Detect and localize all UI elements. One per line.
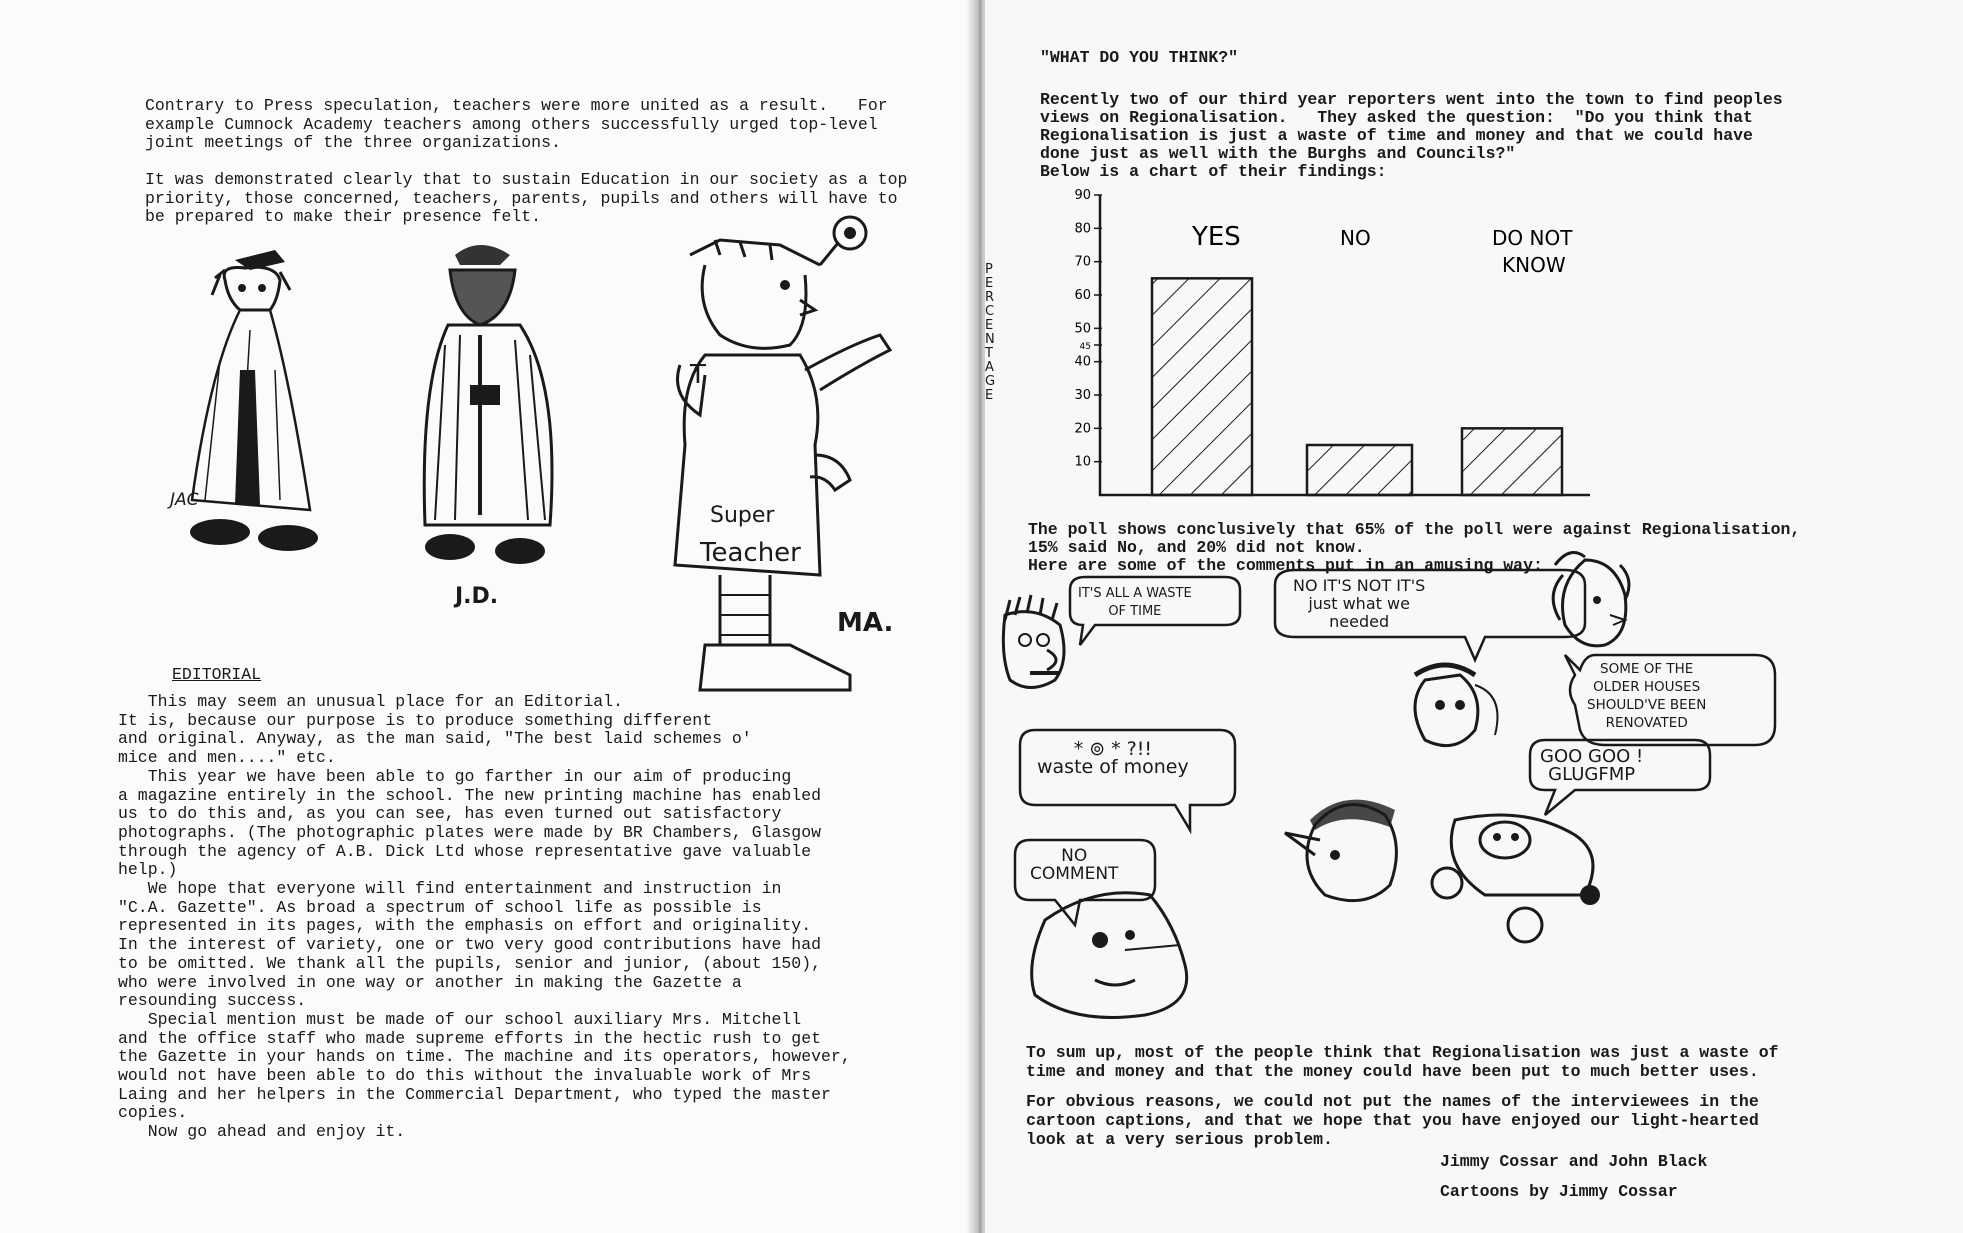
right-page xyxy=(985,0,1963,1233)
editorial-line: resounding success. xyxy=(118,991,307,1011)
editorial-line: Special mention must be made of our school auxiliary Mrs. Mitchell xyxy=(118,1009,802,1029)
face-6 xyxy=(1032,893,1187,1018)
intro2-line: It was demonstrated clearly that to sustain Education in our society as a top xyxy=(145,170,908,189)
y-tick-label: 80 xyxy=(1074,221,1091,237)
y-tick-label: 90 xyxy=(1074,188,1091,203)
editorial-line: copies. xyxy=(118,1103,188,1123)
category-label-yes: YES xyxy=(1192,222,1241,252)
graduate-figure-drawing xyxy=(180,250,380,570)
editorial-line: would not have been able to do this without the invaluable work of Mrs xyxy=(118,1066,812,1085)
bar-do-not-know xyxy=(1462,428,1562,495)
editorial-line: and the office staff who made supreme efforts in the hectic rush to get xyxy=(118,1028,822,1048)
gowned-figure-drawing xyxy=(400,235,580,575)
editorial-line: In the interest of variety, one or two very good contributions have had xyxy=(118,935,822,955)
credit-cartoons: Cartoons by Jimmy Cossar xyxy=(1440,1182,1678,1201)
category-label-do-not-know: DO NOT KNOW xyxy=(1492,226,1573,277)
intro-line: joint meetings of the three organizations. xyxy=(145,133,561,152)
editorial-line: and original. Anyway, as the man said, "The best laid schemes o' xyxy=(118,729,752,749)
intro-line: Below is a chart of their findings: xyxy=(1040,162,1387,181)
note-line: look at a very serious problem. xyxy=(1026,1130,1333,1149)
editorial-line: "C.A. Gazette". As broad a spectrum of school life as possible is xyxy=(118,897,762,917)
editorial-line: a magazine entirely in the school. The new printing machine has enabled xyxy=(118,785,822,805)
editorial-line: We hope that everyone will find entertainment and instruction in xyxy=(118,879,782,898)
article-heading: "WHAT DO YOU THINK?" xyxy=(1040,48,1239,67)
y-tick-label: 70 xyxy=(1074,254,1091,270)
editorial-line: help.) xyxy=(118,860,178,880)
results-line: Here are some of the comments put in an amusing way: xyxy=(1028,556,1543,575)
signature-jd: J.D. xyxy=(455,584,499,609)
face-2 xyxy=(1415,675,1478,746)
bar-no xyxy=(1307,445,1412,495)
editorial-line: through the agency of A.B. Dick Ltd whose representative gave valuable xyxy=(118,841,812,861)
intro-line: done just as well with the Burghs and Councils?" xyxy=(1040,144,1516,163)
editorial-line: Now go ahead and enjoy it. xyxy=(118,1122,406,1142)
comment-6: NO COMMENT xyxy=(1030,846,1119,884)
intro-line: Regionalisation is just a waste of time and money and that we could have xyxy=(1040,126,1753,145)
comment-4: * ⊚ * ?!! waste of money xyxy=(1037,738,1189,778)
intro-line: Recently two of our third year reporters went into the town to find peoples xyxy=(1040,90,1783,109)
editorial-line: This may seem an unusual place for an Editorial. xyxy=(118,692,623,711)
super-teacher-label-1: Super xyxy=(710,503,775,528)
comment-1: IT'S ALL A WASTE OF TIME xyxy=(1078,586,1192,619)
face-3 xyxy=(1563,560,1626,646)
comment-cartoons xyxy=(985,565,1945,1035)
intro2-line: be prepared to make their presence felt. xyxy=(145,207,542,226)
category-label-no: NO xyxy=(1340,226,1371,250)
y-tick-label: 20 xyxy=(1074,421,1091,437)
bar-yes xyxy=(1152,278,1252,495)
y-tick-label: 10 xyxy=(1074,454,1091,470)
editorial-line: who were involved in one way or another in making the Gazette a xyxy=(118,972,742,992)
face-1 xyxy=(1003,612,1064,688)
editorial-line: It is, because our purpose is to produce something different xyxy=(118,710,713,730)
note-line: For obvious reasons, we could not put the names of the interviewees in the xyxy=(1026,1092,1759,1111)
y-tick-label: 45 xyxy=(1079,342,1091,352)
editorial-line: to be omitted. We thank all the pupils, senior and junior, (about 150), xyxy=(118,953,822,973)
comment-3: SOME OF THE OLDER HOUSES SHOULD'VE BEEN RENOVATED xyxy=(1587,661,1707,731)
y-tick-label: 30 xyxy=(1074,388,1091,403)
summary-line: time and money and that the money could have been put to much better uses. xyxy=(1026,1062,1759,1081)
intro-line: views on Regionalisation. They asked the question: "Do you think that xyxy=(1040,108,1753,127)
y-tick-label: 50 xyxy=(1074,321,1091,337)
signature-ma: MA. xyxy=(837,608,894,638)
super-teacher-label-2: Teacher xyxy=(700,538,801,568)
editorial-line: Laing and her helpers in the Commercial Department, who typed the master xyxy=(118,1084,831,1104)
results-line: The poll shows conclusively that 65% of the poll were against Regionalisation, xyxy=(1028,520,1801,539)
comment-5: GOO GOO ! GLUGFMP xyxy=(1540,746,1644,785)
editorial-line: mice and men...." etc. xyxy=(118,748,336,768)
editorial-line: us to do this and, as you can see, has even turned out satisfactory xyxy=(118,804,782,824)
signature-jac: JAC xyxy=(170,490,199,510)
summary-line: To sum up, most of the people think that Regionalisation was just a waste of xyxy=(1026,1043,1779,1062)
intro-line: Contrary to Press speculation, teachers were more united as a result. For xyxy=(145,96,888,115)
intro-line: example Cumnock Academy teachers among others successfully urged top-level xyxy=(145,114,878,134)
credit-authors: Jimmy Cossar and John Black xyxy=(1440,1152,1708,1171)
poll-bar-chart xyxy=(1074,188,1605,495)
intro2-line: priority, those concerned, teachers, parents, pupils and others will have to xyxy=(145,188,898,208)
editorial-heading: EDITORIAL xyxy=(172,665,262,684)
y-tick-label: 60 xyxy=(1074,288,1091,303)
editorial-line: This year we have been able to go farther in our aim of producing xyxy=(118,766,792,786)
editorial-line: represented in its pages, with the emphasis on effort and originality. xyxy=(118,916,812,936)
y-tick-label: 40 xyxy=(1074,354,1091,370)
left-page xyxy=(0,0,975,1233)
note-line: cartoon captions, and that we hope that you have enjoyed our light-hearted xyxy=(1026,1111,1759,1130)
y-axis-label-text: PERCENTAGE xyxy=(985,262,996,403)
comment-2: NO IT'S NOT IT'S just what we needed xyxy=(1293,576,1426,631)
results-line: 15% said No, and 20% did not know. xyxy=(1028,538,1365,557)
editorial-line: photographs. (The photographic plates were made by BR Chambers, Glasgow xyxy=(118,822,822,842)
super-teacher-badge: T xyxy=(690,360,706,390)
editorial-line: the Gazette in your hands on time. The machine and its operators, however, xyxy=(118,1047,851,1067)
